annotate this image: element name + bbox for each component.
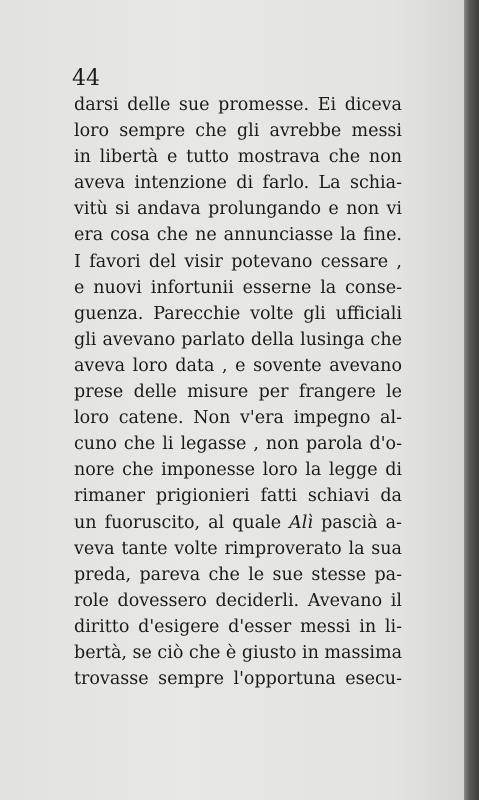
text-line — [74, 510, 402, 536]
body-text — [74, 92, 402, 692]
text-line: cuno che li legasse , non parola d'o- — [74, 434, 402, 455]
text-line: veva tante volte rimproverato la sua — [74, 538, 402, 559]
text-line: vitù si andava prolungando e non vi — [74, 199, 402, 220]
text-line: rimaner prigionieri fatti schiavi da — [74, 486, 402, 507]
text-line: prese delle misure per frangere le — [74, 382, 402, 403]
italic-name: Alì — [289, 512, 314, 533]
text-line: loro catene. Non v'era impegno al- — [74, 408, 402, 429]
text-line: diritto d'esigere d'esser messi in li- — [74, 616, 402, 637]
text-line: in libertà e tutto mostrava che non — [74, 147, 402, 168]
text-line: role dovessero deciderli. Avevano il — [74, 590, 402, 611]
page-edge — [464, 0, 479, 800]
text-line: aveva intenzione di farlo. La schia- — [74, 173, 402, 194]
text-line: preda, pareva che le sue stesse pa- — [74, 564, 402, 585]
page-number: 44 — [72, 66, 100, 91]
text-line: nore che imponesse loro la legge di — [74, 460, 402, 481]
text-line: e nuovi infortunii esserne la conse- — [74, 277, 402, 298]
text-line: I favori del visir potevano cessare , — [74, 251, 402, 272]
text-line: darsi delle sue promesse. Ei diceva — [74, 95, 402, 115]
text-segment: un fuoruscito, al quale — [74, 512, 282, 533]
text-line: loro sempre che gli avrebbe messi — [74, 121, 402, 142]
text-line: guenza. Parecchie volte gli ufficiali — [74, 303, 402, 324]
text-line: aveva loro data , e sovente avevano — [74, 355, 402, 376]
text-line: era cosa che ne annunciasse la fine. — [74, 225, 402, 246]
text-line: trovasse sempre l'opportuna esecu- — [74, 669, 402, 690]
text-line: bertà, se ciò che è giusto in massima — [74, 642, 403, 663]
text-line: gli avevano parlato della lusinga che — [74, 329, 402, 350]
text-segment: pascià a- — [321, 512, 402, 533]
